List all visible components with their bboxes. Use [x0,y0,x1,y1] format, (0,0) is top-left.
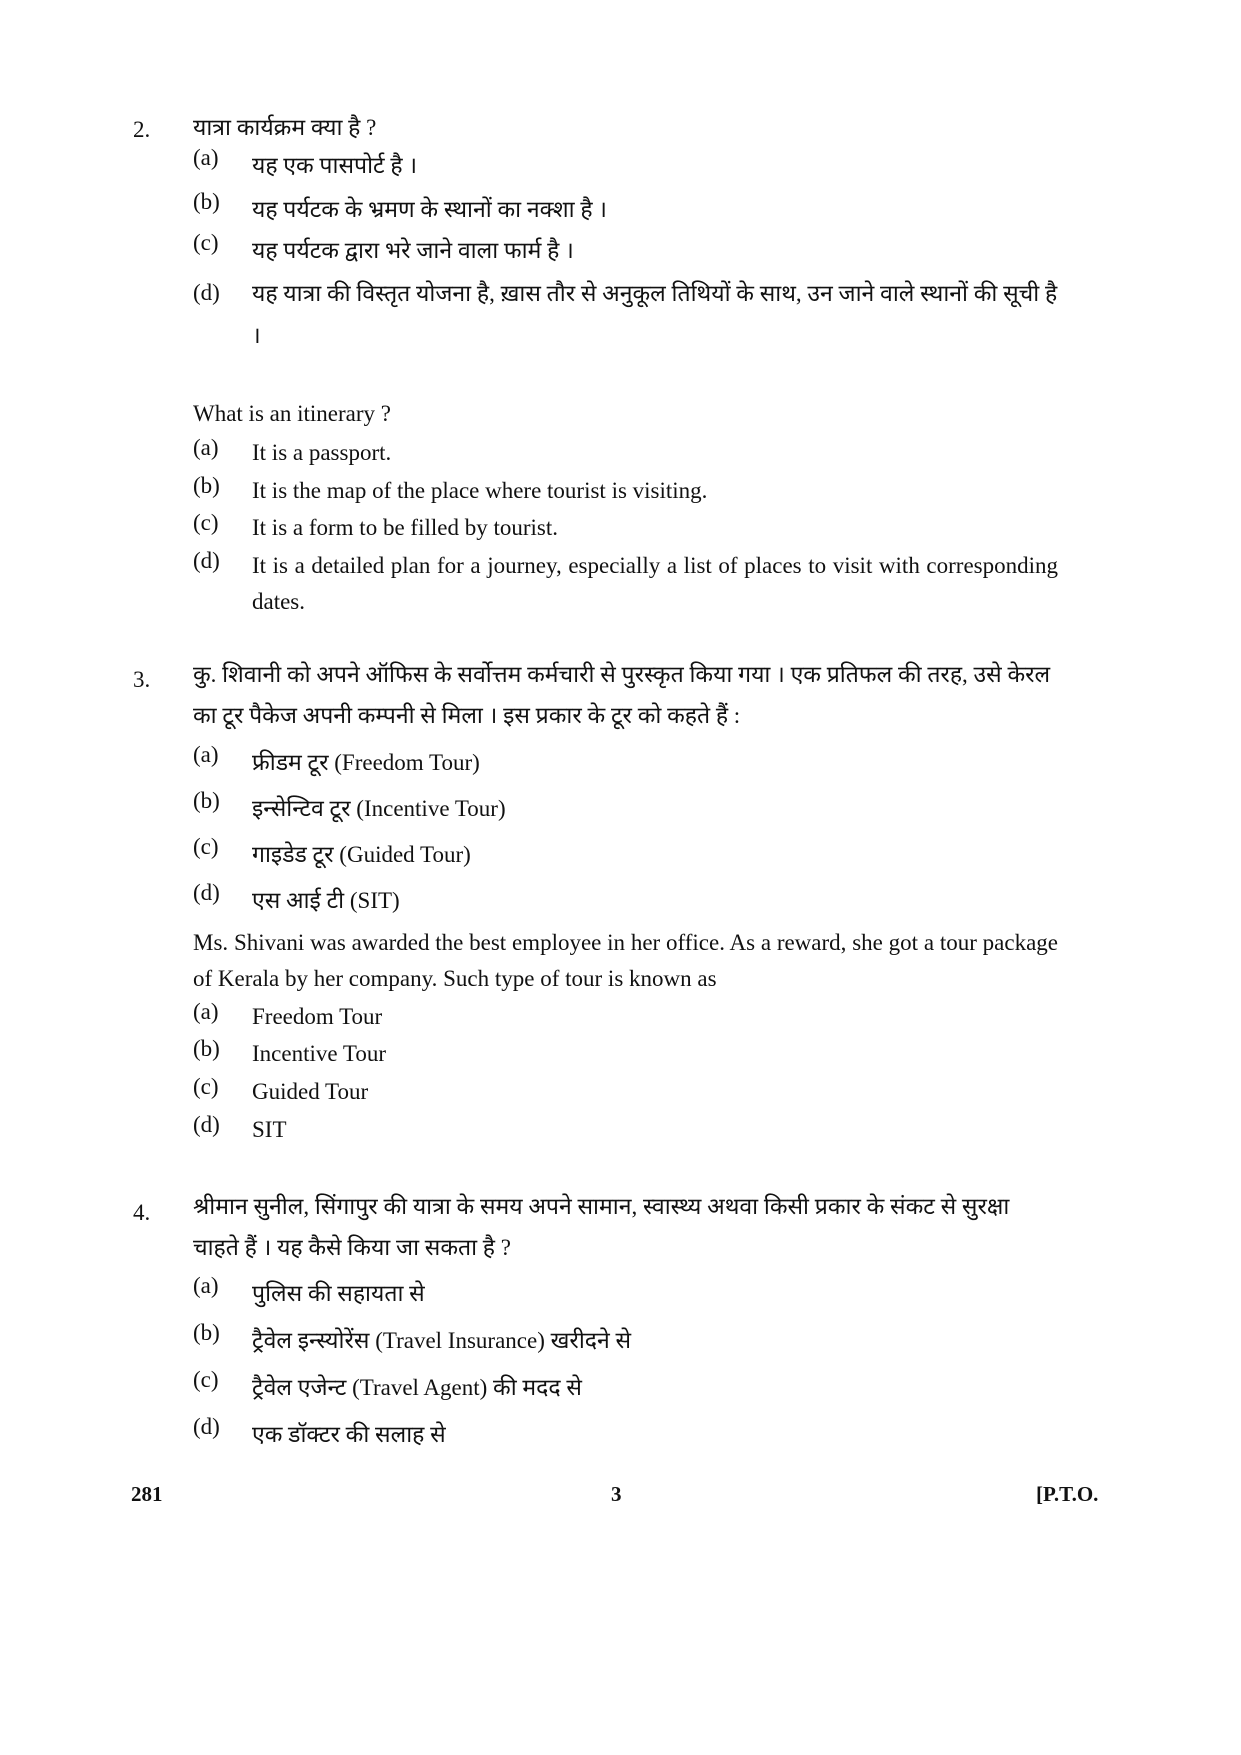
question-stem-hindi: श्रीमान सुनील, सिंगापुर की यात्रा के समय अपने सामान, स्वास्थ्य अथवा किसी प्रकार के संकट से सुरक्षा चाहते हैं । यह कैसे किया जा सकता है ? [193,1194,1010,1260]
question-stem-english: Ms. Shivani was awarded the best employee in her office. As a reward, she got a tour package of Kerala by her company. Such type of tour is known as [193,930,1058,991]
option-label: (c) [193,230,219,255]
option-label: (a) [193,742,219,767]
page-number: 3 [611,1482,622,1506]
option-label: (d) [193,1414,220,1439]
option-text: इन्सेन्टिव टूर (Incentive Tour) [252,796,506,821]
option-text: It is a form to be filled by tourist. [252,515,558,540]
option-label: (a) [193,999,219,1024]
option-text: Freedom Tour [252,1004,383,1029]
option-text: It is a passport. [252,440,392,465]
option-label: (b) [193,473,220,498]
option-label: (c) [193,510,219,535]
option-label: (b) [193,788,220,813]
question-number: 2. [133,117,151,142]
option-text: SIT [252,1117,287,1142]
option-text: यह एक पासपोर्ट है । [252,153,418,178]
question-stem-english: What is an itinerary ? [193,401,391,426]
option-label: (b) [193,189,220,214]
option-text: पुलिस की सहायता से [252,1281,425,1306]
option-label: (d) [193,548,220,573]
question-stem-hindi: कु. शिवानी को अपने ऑफिस के सर्वोत्तम कर्मचारी से पुरस्कृत किया गया । एक प्रतिफल की तरह, उसे केरल का टूर पैकेज अपनी कम्पनी से मिला । इस प्रकार के टूर को कहते हैं : [193,662,1051,728]
option-label: (d) [193,1112,220,1137]
option-text: Guided Tour [252,1079,369,1104]
option-text: यह यात्रा की विस्तृत योजना है, ख़ास तौर से अनुकूल तिथियों के साथ, उन जाने वाले स्थानों की सूची है । [252,281,1058,348]
option-label: (c) [193,834,219,859]
option-text: यह पर्यटक के भ्रमण के स्थानों का नक्शा है । [252,197,608,222]
option-label: (a) [193,145,219,170]
option-text: एस आई टी (SIT) [252,888,400,913]
question-stem-hindi: यात्रा कार्यक्रम क्या है ? [193,115,377,140]
paper-code: 281 [131,1482,163,1506]
option-label: (d) [193,880,220,905]
option-label: (b) [193,1036,220,1061]
option-text: ट्रैवेल एजेन्ट (Travel Agent) की मदद से [252,1375,582,1400]
option-text: Incentive Tour [252,1041,387,1066]
option-label: (c) [193,1367,219,1392]
option-text: गाइडेड टूर (Guided Tour) [252,842,471,867]
option-text: फ्रीडम टूर (Freedom Tour) [252,750,480,775]
option-label: (d) [193,280,220,305]
option-label: (c) [193,1074,219,1099]
option-text: It is the map of the place where tourist is visiting. [252,478,708,503]
question-number: 3. [133,667,151,692]
option-text: यह पर्यटक द्वारा भरे जाने वाला फार्म है । [252,238,574,263]
option-text: It is a detailed plan for a journey, especially a list of places to visit with corresponding dates. [252,553,1058,614]
option-label: (b) [193,1320,220,1345]
option-label: (a) [193,1273,219,1298]
option-text: ट्रैवेल इन्स्योरेंस (Travel Insurance) खरीदने से [252,1328,632,1353]
please-turn-over: [P.T.O. [1036,1482,1099,1506]
option-text: एक डॉक्टर की सलाह से [252,1422,446,1447]
option-label: (a) [193,435,219,460]
question-number: 4. [133,1200,151,1225]
